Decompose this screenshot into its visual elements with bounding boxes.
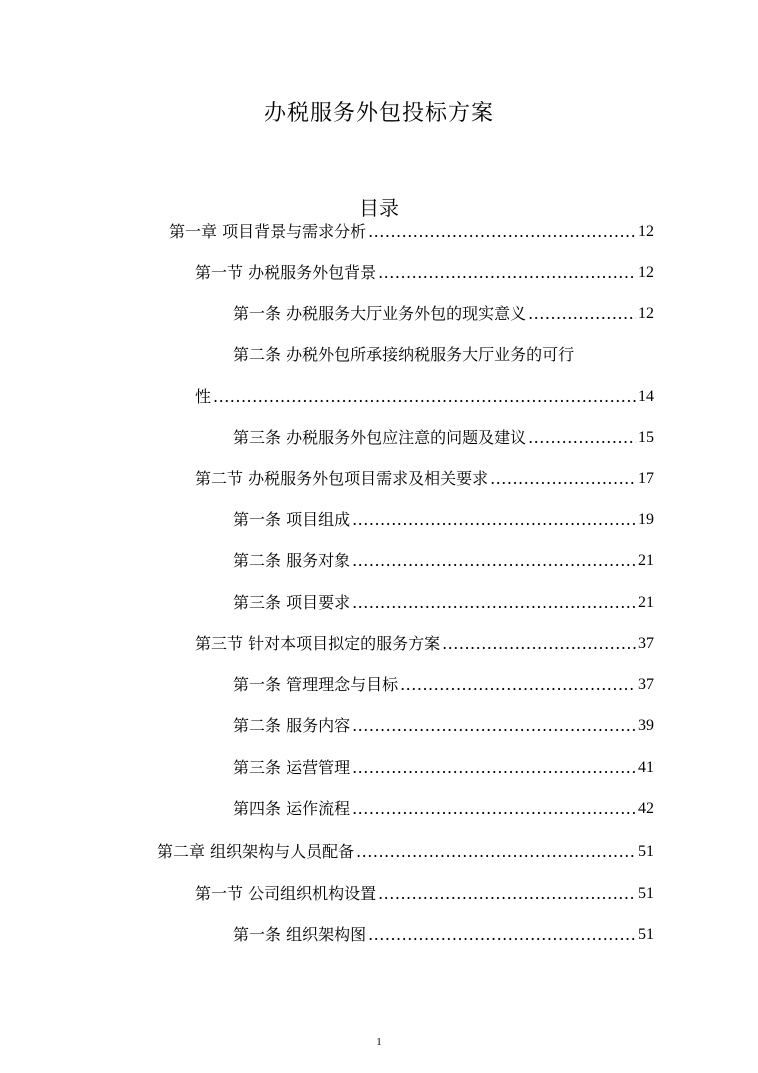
toc-entry-page: 19 xyxy=(638,511,654,528)
toc-entry-label: 第三条 运营管理 xyxy=(233,758,351,777)
toc-dot-leader xyxy=(352,508,636,532)
toc-heading: 目录 xyxy=(359,196,399,220)
toc-dot-leader xyxy=(213,385,636,409)
toc-entry-article-1-3-4[interactable] xyxy=(233,797,654,821)
toc-dot-leader xyxy=(368,220,636,244)
toc-dot-leader xyxy=(352,549,636,573)
toc-entry-label: 第一条 组织架构图 xyxy=(233,925,367,944)
toc-entry-article-1-1-2-line1[interactable]: 第二条 办税外包所承接纳税服务大厅业务的可行 xyxy=(233,345,575,364)
toc-entry-article-2-1-1[interactable] xyxy=(233,923,654,947)
toc-entry-section-1-2[interactable] xyxy=(195,467,654,491)
toc-dot-leader xyxy=(352,797,636,821)
toc-entry-page: 37 xyxy=(638,676,654,693)
toc-entry-page: 15 xyxy=(638,429,654,446)
toc-entry-page: 12 xyxy=(638,264,654,281)
toc-entry-label: 第三节 针对本项目拟定的服务方案 xyxy=(195,634,441,653)
toc-dot-leader xyxy=(368,923,636,947)
toc-entry-page: 51 xyxy=(638,926,654,943)
toc-entry-article-1-1-3[interactable] xyxy=(233,426,654,450)
toc-entry-page: 17 xyxy=(638,470,654,487)
toc-entry-label: 第一条 办税服务大厅业务外包的现实意义 xyxy=(233,304,527,323)
toc-entry-page: 41 xyxy=(638,759,654,776)
toc-entry-article-1-2-2[interactable] xyxy=(233,549,654,573)
toc-entry-label: 性 xyxy=(195,387,212,406)
toc-entry-chapter-2[interactable] xyxy=(157,840,654,864)
toc-entry-page: 42 xyxy=(638,800,654,817)
toc-entry-page: 51 xyxy=(638,885,654,902)
toc-entry-page: 21 xyxy=(638,552,654,569)
toc-entry-label: 第二条 服务对象 xyxy=(233,551,351,570)
toc-dot-leader xyxy=(352,756,636,780)
toc-entry-label: 第一条 项目组成 xyxy=(233,510,351,529)
toc-entry-section-1-3[interactable] xyxy=(195,632,654,656)
toc-dot-leader xyxy=(528,426,636,450)
toc-entry-label: 第一章 项目背景与需求分析 xyxy=(169,222,367,241)
toc-entry-article-1-2-3[interactable] xyxy=(233,591,654,615)
toc-entry-page: 12 xyxy=(638,305,654,322)
toc-dot-leader xyxy=(490,467,636,491)
toc-entry-page: 12 xyxy=(638,223,654,240)
toc-entry-article-1-3-2[interactable] xyxy=(233,714,654,738)
toc-entry-label: 第三条 办税服务外包应注意的问题及建议 xyxy=(233,428,527,447)
toc-dot-leader xyxy=(352,591,636,615)
toc-entry-page: 37 xyxy=(638,635,654,652)
toc-dot-leader xyxy=(442,632,636,656)
toc-entry-label: 第一条 管理理念与目标 xyxy=(233,675,399,694)
toc-entry-label: 第二节 办税服务外包项目需求及相关要求 xyxy=(195,469,489,488)
toc-entry-article-1-2-1[interactable] xyxy=(233,508,654,532)
toc-entry-label: 第二条 服务内容 xyxy=(233,716,351,735)
toc-entry-section-1-1[interactable] xyxy=(195,261,654,285)
toc-entry-label: 第三条 项目要求 xyxy=(233,593,351,612)
toc-dot-leader xyxy=(528,302,636,326)
toc-dot-leader xyxy=(378,882,636,906)
toc-dot-leader xyxy=(400,673,636,697)
toc-entry-section-2-1[interactable] xyxy=(195,882,654,906)
toc-entry-chapter-1[interactable] xyxy=(169,220,654,244)
toc-entry-article-1-1-2[interactable] xyxy=(195,385,654,409)
toc-entry-page: 21 xyxy=(638,594,654,611)
toc-entry-page: 14 xyxy=(638,388,654,405)
toc-dot-leader xyxy=(378,261,636,285)
toc-entry-article-1-1-1[interactable] xyxy=(233,302,654,326)
toc-dot-leader xyxy=(352,714,636,738)
toc-entry-label: 第一节 公司组织机构设置 xyxy=(195,884,377,903)
toc-entry-article-1-3-1[interactable] xyxy=(233,673,654,697)
toc-entry-article-1-3-3[interactable] xyxy=(233,756,654,780)
toc-entry-label: 第四条 运作流程 xyxy=(233,799,351,818)
toc-entry-label: 第一节 办税服务外包背景 xyxy=(195,263,377,282)
toc-entry-label: 第二章 组织架构与人员配备 xyxy=(157,842,355,861)
toc-dot-leader xyxy=(356,840,636,864)
toc-entry-page: 51 xyxy=(638,843,654,860)
toc-entry-page: 39 xyxy=(638,717,654,734)
document-title: 办税服务外包投标方案 xyxy=(263,101,494,126)
page-number: 1 xyxy=(376,1036,382,1048)
